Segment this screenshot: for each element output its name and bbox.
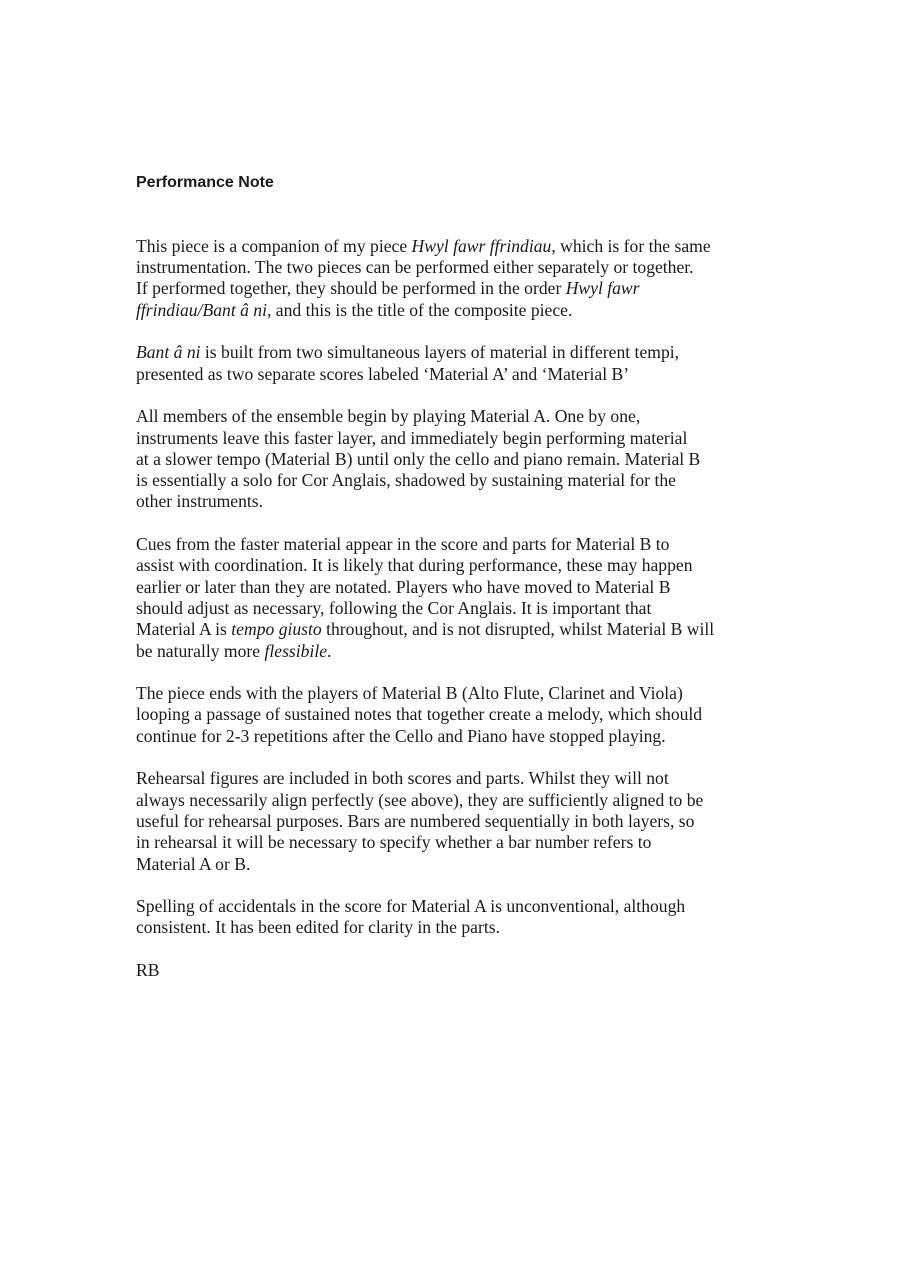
text-segment: presented as two separate scores labeled ‘Material A’ and ‘Material B’ xyxy=(136,363,630,384)
text-line xyxy=(136,832,796,853)
text-line xyxy=(136,704,796,725)
text-line xyxy=(136,854,796,875)
text-segment: instruments leave this faster layer, and immediately begin performing material xyxy=(136,427,688,448)
italic-text: Hwyl fawr xyxy=(565,278,640,299)
text-segment: should adjust as necessary, following the Cor Anglais. It is important that xyxy=(136,597,652,618)
text-line xyxy=(136,960,796,981)
italic-text: Bant â ni xyxy=(136,342,201,363)
text-segment: and this is the title of the composite piece. xyxy=(271,299,573,320)
text-segment: instrumentation. The two pieces can be performed either separately or together. xyxy=(136,257,694,278)
text-line xyxy=(136,896,796,917)
text-segment: Material A or B. xyxy=(136,853,251,874)
text-segment: , which is for the same xyxy=(551,235,711,256)
text-line xyxy=(136,577,796,598)
page-title: Performance Note xyxy=(136,174,274,191)
text-segment: consistent. It has been edited for clarity in the parts. xyxy=(136,917,500,938)
text-segment: always necessarily align perfectly (see above), they are sufficiently aligned to be xyxy=(136,789,704,810)
text-segment: Material A is xyxy=(136,619,232,640)
text-line xyxy=(136,790,796,811)
text-segment: is essentially a solo for Cor Anglais, shadowed by sustaining material for the xyxy=(136,470,676,491)
text-line xyxy=(136,491,796,512)
text-segment: This piece is a companion of my piece xyxy=(136,235,412,256)
text-segment: looping a passage of sustained notes that together create a melody, which should xyxy=(136,704,703,725)
text-segment: continue for 2-3 repetitions after the Cello and Piano have stopped playing. xyxy=(136,725,666,746)
document-body xyxy=(136,236,796,981)
paragraph xyxy=(136,683,796,747)
text-line xyxy=(136,917,796,938)
text-segment: in rehearsal it will be necessary to specify whether a bar number refers to xyxy=(136,832,652,853)
text-segment: throughout, and is not disrupted, whilst Material B will xyxy=(321,619,715,640)
text-line xyxy=(136,364,796,385)
text-line xyxy=(136,428,796,449)
paragraph xyxy=(136,768,796,874)
text-line xyxy=(136,342,796,363)
text-line xyxy=(136,555,796,576)
text-segment: assist with coordination. It is likely that during performance, these may happen xyxy=(136,555,693,576)
text-line xyxy=(136,257,796,278)
text-line xyxy=(136,683,796,704)
text-line xyxy=(136,598,796,619)
text-segment: at a slower tempo (Material B) until only the cello and piano remain. Material B xyxy=(136,448,701,469)
text-line xyxy=(136,726,796,747)
text-line xyxy=(136,619,796,640)
text-line xyxy=(136,470,796,491)
text-line xyxy=(136,768,796,789)
text-segment: useful for rehearsal purposes. Bars are numbered sequentially in both layers, so xyxy=(136,810,695,831)
text-segment: Rehearsal figures are included in both scores and parts. Whilst they will not xyxy=(136,768,669,789)
text-line xyxy=(136,534,796,555)
text-line xyxy=(136,278,796,299)
text-line xyxy=(136,641,796,662)
text-segment: Spelling of accidentals in the score for Material A is unconventional, although xyxy=(136,896,686,917)
text-segment: be naturally more xyxy=(136,640,265,661)
italic-text: tempo giusto xyxy=(231,619,322,640)
text-line xyxy=(136,811,796,832)
text-line xyxy=(136,300,796,321)
text-segment: . xyxy=(327,640,332,661)
text-segment: The piece ends with the players of Material B (Alto Flute, Clarinet and Viola) xyxy=(136,683,683,704)
document-page xyxy=(136,172,796,1003)
text-segment: Cues from the faster material appear in the score and parts for Material B to xyxy=(136,534,670,555)
paragraph xyxy=(136,236,796,321)
text-line xyxy=(136,236,796,257)
text-segment: earlier or later than they are notated. Players who have moved to Material B xyxy=(136,576,671,597)
text-segment: RB xyxy=(136,959,160,980)
italic-text: Hwyl fawr ffrindiau xyxy=(411,235,552,256)
text-line xyxy=(136,449,796,470)
signature xyxy=(136,960,796,981)
paragraph xyxy=(136,896,796,939)
paragraph xyxy=(136,534,796,662)
text-segment: If performed together, they should be performed in the order xyxy=(136,278,566,299)
text-segment: All members of the ensemble begin by playing Material A. One by one, xyxy=(136,406,641,427)
italic-text: ffrindiau/Bant â ni, xyxy=(136,299,272,320)
text-line xyxy=(136,406,796,427)
text-segment: other instruments. xyxy=(136,491,264,512)
text-segment: is built from two simultaneous layers of material in different tempi, xyxy=(200,342,680,363)
paragraph xyxy=(136,406,796,512)
paragraph xyxy=(136,342,796,385)
italic-text: flessibile xyxy=(264,640,328,661)
